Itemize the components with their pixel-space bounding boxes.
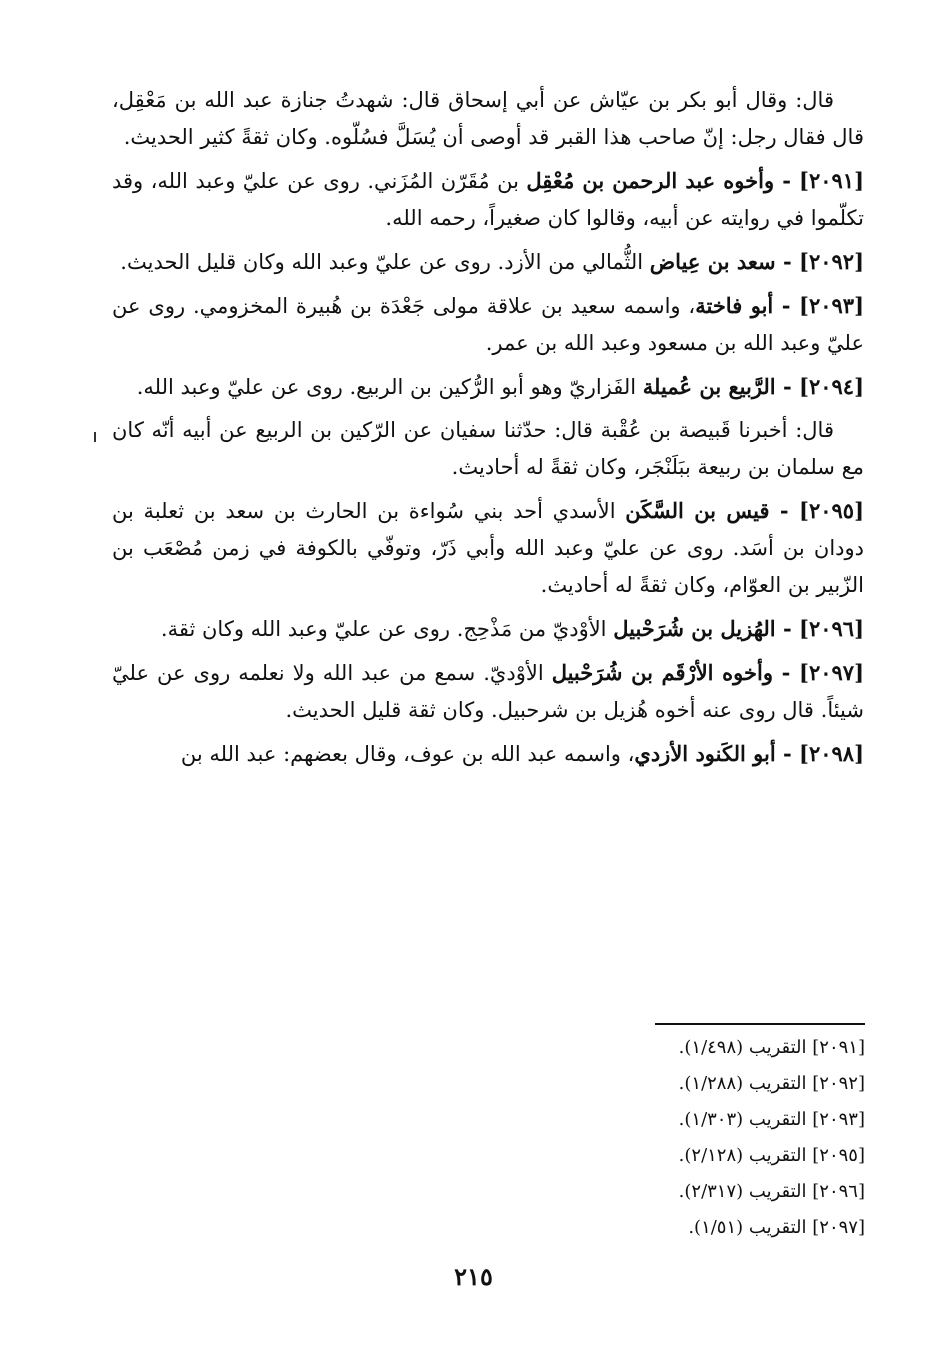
entry-2096 bbox=[112, 610, 864, 648]
paragraph-narration-1 bbox=[112, 82, 864, 156]
entry-name: أبو الكَنود الأزدي bbox=[634, 741, 776, 766]
entry-name: وأخوه عبد الرحمن بن مُعْقِل bbox=[526, 168, 775, 193]
margin-mark bbox=[94, 432, 96, 442]
entry-text: بن مُقَرّن المُزَني. روى عن عليّ وعبد الله، وقد تكلّموا في روايته عن أبيه، وقالوا كان صغيراً، رحمه الله. bbox=[112, 169, 864, 230]
entry-name: أبو فاختة bbox=[695, 293, 774, 318]
entry-text: قال: وقال أبو بكر بن عيّاش عن أبي إسحاق قال: شهدتُ جنازة عبد الله بن مَعْقِل، قال فقال رجل: إنّ صاحب هذا القبر قد أوصى أن يُسَلَّ فسُلّوه. وكان ثقةً كثير الحديث. bbox=[112, 88, 864, 149]
entry-text: الثُّمالي من الأزد. روى عن عليّ وعبد الله وكان قليل الحديث. bbox=[120, 250, 650, 274]
entry-text: الأسدي أحد بني سُواءة بن الحارث بن سعد بن ثعلبة بن دودان بن أسَد. روى عن عليّ وعبد الله وأبي ذَرّ، وتوفّي بالكوفة في زمن مُصْعَب بن الزّبير بن العوّام، وكان ثقةً له أحاديث. bbox=[112, 499, 864, 597]
entry-2098 bbox=[112, 735, 864, 773]
paragraph-narration-2 bbox=[112, 412, 864, 486]
footnote-item: [٢٠٩٢] التقريب (١/٢٨٨). bbox=[678, 1073, 865, 1094]
footnote-item: [٢٠٩٥] التقريب (٢/١٢٨). bbox=[678, 1145, 865, 1166]
entry-2094 bbox=[112, 368, 864, 406]
entry-number: [٢٠٩٢] - bbox=[775, 249, 864, 274]
footnote-item: [٢٠٩٦] التقريب (٢/٣١٧). bbox=[678, 1181, 865, 1202]
entry-name: سعد بن عِياض bbox=[649, 249, 776, 274]
entry-number: [٢٠٩٣] - bbox=[773, 293, 865, 318]
entry-name: وأخوه الأرْقَم بن شُرَحْبيل bbox=[551, 660, 773, 685]
entry-number: [٢٠٩٤] - bbox=[775, 374, 864, 399]
entry-2092 bbox=[112, 243, 864, 281]
page-number: ٢١٥ bbox=[454, 1262, 493, 1291]
entry-2097 bbox=[112, 654, 864, 729]
entry-name: قيس بن السَّكَن bbox=[625, 498, 770, 523]
entry-number: [٢٠٩١] - bbox=[774, 168, 864, 193]
main-text bbox=[112, 82, 864, 779]
entry-number: [٢٠٩٦] - bbox=[775, 616, 864, 641]
entry-number: [٢٠٩٧] - bbox=[772, 660, 864, 685]
entry-2095 bbox=[112, 492, 864, 604]
entry-text: الأوْديّ. سمع من عبد الله ولا نعلمه روى عن عليّ شيئاً. قال روى عنه أخوه هُزيل بن شرحبيل. وكان ثقة قليل الحديث. bbox=[112, 661, 864, 722]
footnotes bbox=[560, 1030, 865, 1246]
footnote-item: [٢٠٩٧] التقريب (١/٥١). bbox=[688, 1217, 865, 1238]
entry-2091 bbox=[112, 162, 864, 237]
footnote-divider bbox=[655, 1023, 865, 1025]
entry-text: قال: أخبرنا قَبيصة بن عُقْبة قال: حدّثنا سفيان عن الرّكين بن الربيع عن أبيه أنّه كان مع سلمان بن ربيعة ببَلَنْجَر، وكان ثقةً له أحاديث. bbox=[112, 418, 864, 479]
entry-number: [٢٠٩٥] - bbox=[769, 498, 864, 523]
entry-name: الرَّبيع بن عُميلة bbox=[642, 374, 776, 399]
entry-name: الهُزيل بن شُرَحْبيل bbox=[613, 616, 776, 641]
footnote-item: [٢٠٩١] التقريب (١/٤٩٨). bbox=[678, 1037, 865, 1058]
entry-text: ، واسمه سعيد بن علاقة مولى جَعْدَة بن هُبيرة المخزومي. روى عن عليّ وعبد الله بن مسعود وعبد الله بن عمر. bbox=[112, 294, 864, 355]
entry-text: ، واسمه عبد الله بن عوف، وقال بعضهم: عبد الله بن bbox=[180, 742, 635, 766]
entry-2093 bbox=[112, 287, 864, 362]
entry-text: الأوْديّ من مَذْحِج. روى عن عليّ وعبد الله وكان ثقة. bbox=[160, 617, 614, 641]
footnote-item: [٢٠٩٣] التقريب (١/٣٠٣). bbox=[678, 1109, 865, 1130]
entry-number: [٢٠٩٨] - bbox=[775, 741, 864, 766]
entry-text: الفَزاريّ وهو أبو الرُّكين بن الربيع. روى عن عليّ وعبد الله. bbox=[136, 375, 643, 399]
